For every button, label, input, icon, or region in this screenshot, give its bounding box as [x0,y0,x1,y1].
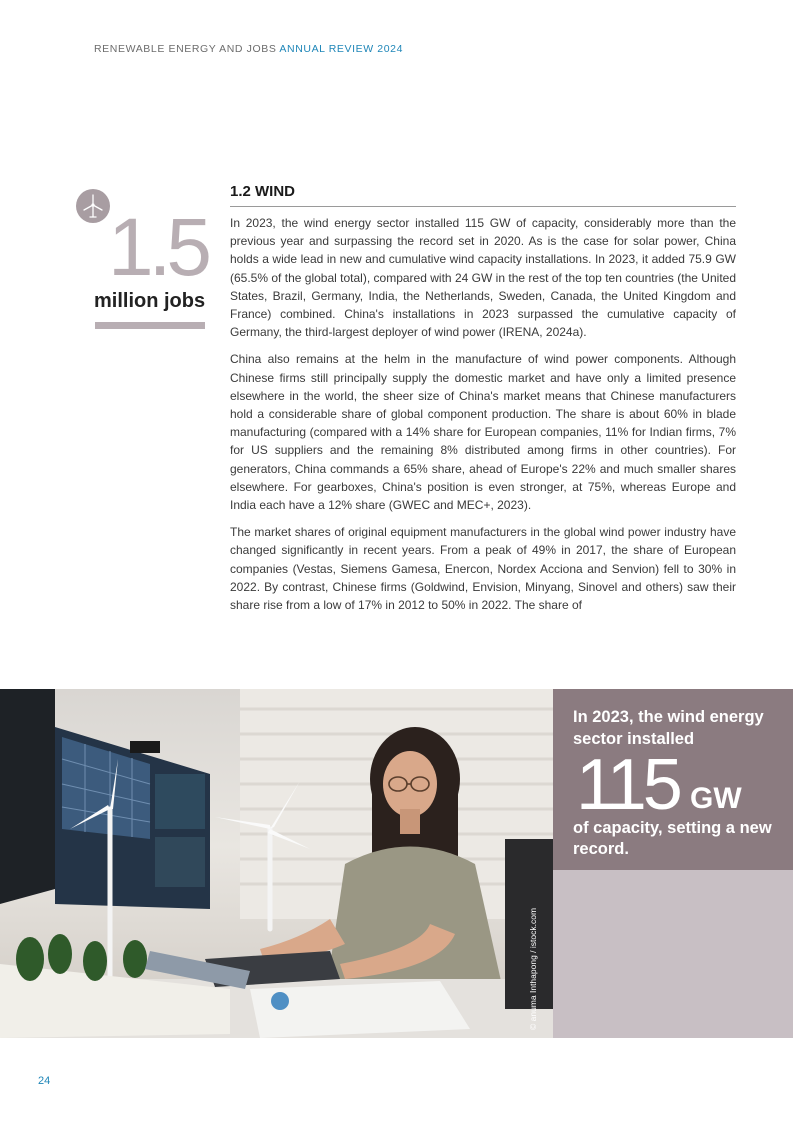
jobs-number: 1.5 [108,202,207,293]
office-photo [0,689,553,1038]
callout-number: 115 [576,745,679,825]
paragraph: In 2023, the wind energy sector installed 115 GW of capacity, considerably more than the previous year and surpassing the record set in 2020. As is the case for solar power, China holds a wide lead in new and cumulative wind capacity installations. In 2023, it added 75.9 GW (65.5% of the global total), compared with 24 GW in the rest of the top ten countries (the United States, Brazil, Germany, India, the Netherlands, Sweden, Canada, the United Kingdom and France) combined. China's installations in 2023 surpassed the cumulative capacity of Germany, the third-largest deployer of wind power (IRENA, 2024a). [230,216,736,340]
callout-outro: of capacity, setting a new record. [573,819,772,858]
callout-unit: GW [690,782,742,815]
title-divider [230,206,736,207]
page-number: 24 [38,1075,51,1087]
jobs-underline [95,322,205,329]
section-title: 1.2 WIND [230,183,296,200]
running-header [94,43,403,55]
body-text [230,214,736,623]
paragraph: China also remains at the helm in the manufacture of wind power components. Although Chinese firms still principally supply the domestic market and have only a limited presence elsewhere in the world, the sheer size of China's market means that Chinese manufacturers hold a considerable share of global component production. The share is about 60% in blade manufacturing (compared with a 14% share for European companies, 11% for Indian firms, 7% for US suppliers and the remaining 8% distributed among firms in other countries). For generators, China commands a 65% share, ahead of Europe's 22% and much smaller shares elsewhere. For gearboxes, China's position is even stronger, at 75%, whereas Europe and India each have a 12% share (GWEC and MEC+, 2023). [230,352,736,513]
jobs-label: million jobs [94,290,206,312]
wind-turbine-icon [76,189,110,223]
callout-intro: In 2023, the wind energy sector installed [573,708,764,748]
header-prefix: RENEWABLE ENERGY AND JOBS [94,43,277,55]
header-accent: ANNUAL REVIEW 2024 [279,43,404,55]
photo-credit: © anuma Inthapong / istock.com [528,907,538,1030]
callout-panel-light [553,870,793,1038]
paragraph: The market shares of original equipment manufacturers in the global wind power industry have changed significantly in recent years. From a peak of 49% in 2017, the share of European companies (Vestas, Siemens Gamesa, Enercon, Nordex Acciona and Senvion) fell to 30% in 2022. By contrast, Chinese firms (Goldwind, Envision, Minyang, Sinovel and others) saw their share rise from a low of 17% in 2012 to 50% in 2022. The share of [230,525,736,613]
